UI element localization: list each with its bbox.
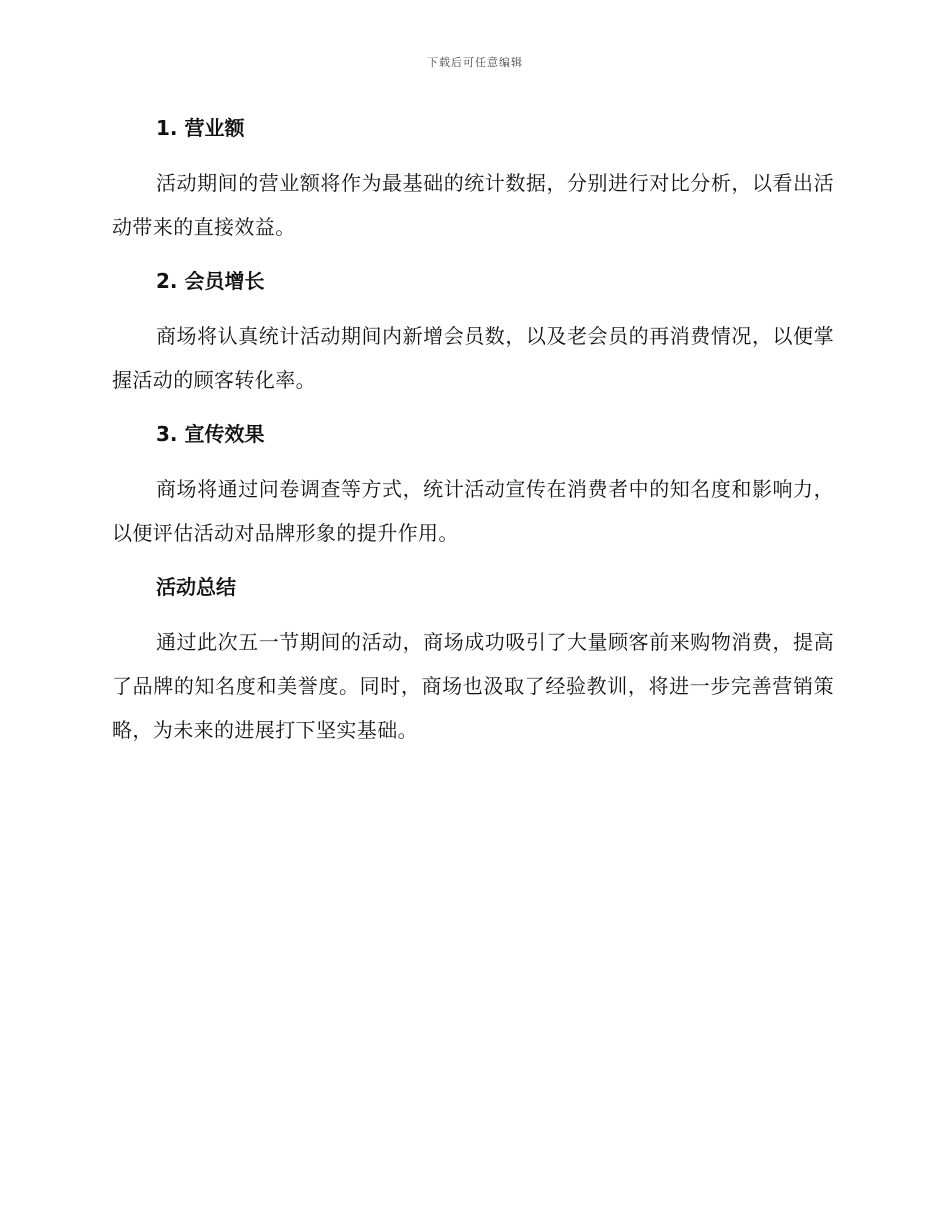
section-promotion-effect xyxy=(112,418,834,555)
section-paragraph: 商场将通过问卷调查等方式，统计活动宣传在消费者中的知名度和影响力，以便评估活动对品牌形象的提升作用。 xyxy=(112,477,834,545)
section-membership-growth xyxy=(112,265,834,402)
section-heading: 3. 宣传效果 xyxy=(156,422,265,446)
section-revenue xyxy=(112,112,834,249)
header-note: 下载后可任意编辑 xyxy=(427,56,523,69)
section-heading: 2. 会员增长 xyxy=(156,269,265,293)
document-body xyxy=(112,112,834,768)
section-paragraph: 通过此次五一节期间的活动，商场成功吸引了大量顾客前来购物消费，提高了品牌的知名度和美誉度。同时，商场也汲取了经验教训，将进一步完善营销策略，为未来的进展打下坚实基础。 xyxy=(112,630,834,742)
section-paragraph: 商场将认真统计活动期间内新增会员数，以及老会员的再消费情况，以便掌握活动的顾客转化率。 xyxy=(112,324,834,392)
section-heading: 1. 营业额 xyxy=(156,116,245,140)
section-heading: 活动总结 xyxy=(156,575,236,599)
section-summary xyxy=(112,571,834,752)
section-paragraph: 活动期间的营业额将作为最基础的统计数据，分别进行对比分析，以看出活动带来的直接效益。 xyxy=(112,171,834,239)
